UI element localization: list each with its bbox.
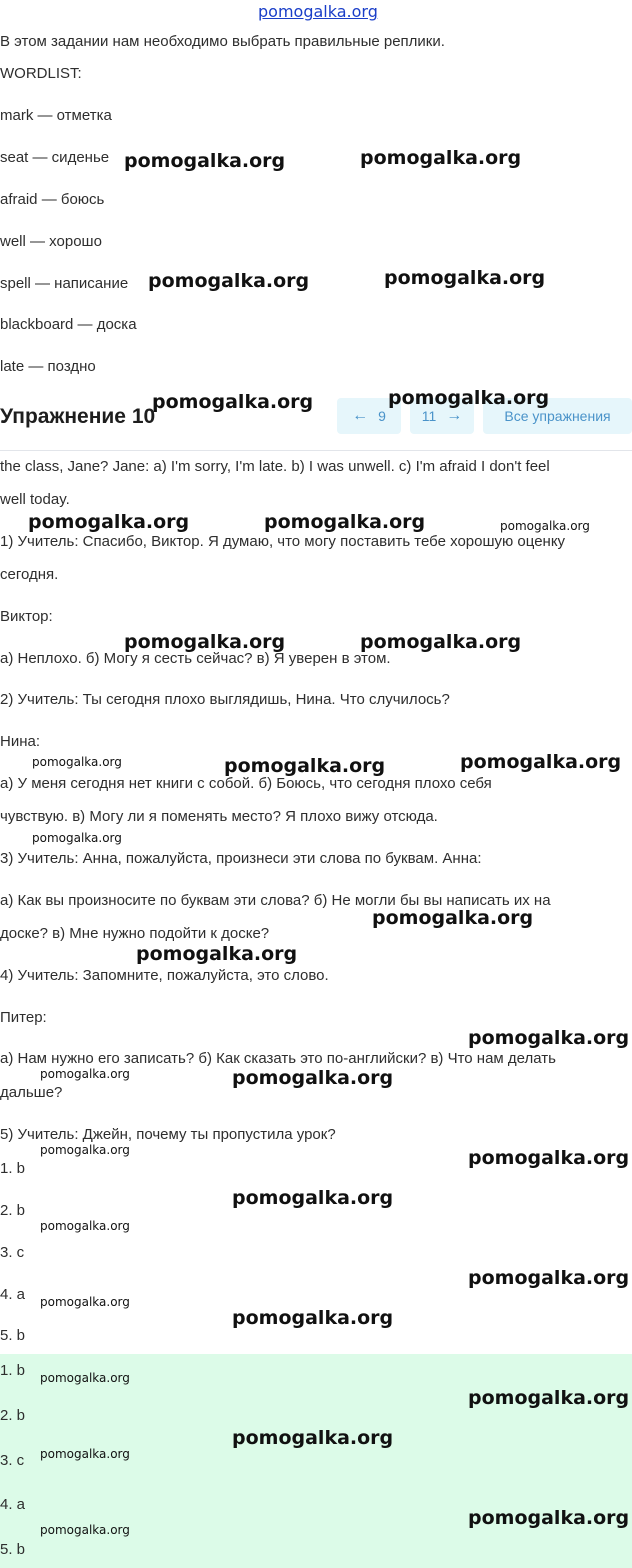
watermark: pomogalka.org	[232, 1067, 394, 1089]
watermark: pomogalka.org	[388, 387, 550, 409]
watermark: pomogalka.org	[372, 907, 534, 929]
content-line: 5) Учитель: Джейн, почему ты пропустила урок?	[0, 1126, 336, 1143]
content-line: чувствую. в) Могу ли я поменять место? Я плохо вижу отсюда.	[0, 808, 438, 825]
watermark: pomogalka.org	[28, 511, 190, 533]
intro-text: В этом задании нам необходимо выбрать правильные реплики.	[0, 33, 445, 50]
watermark: pomogalka.org	[148, 270, 310, 292]
wordlist-item: mark — отметка	[0, 107, 112, 124]
content-line: Питер:	[0, 1009, 47, 1026]
highlighted-answer-item: 5. b	[0, 1541, 26, 1558]
content-line: Нина:	[0, 733, 41, 750]
watermark: pomogalka.org	[124, 150, 286, 172]
wordlist-item: afraid — боюсь	[0, 191, 105, 208]
site-link[interactable]: pomogalka.org	[258, 2, 378, 21]
watermark: pomogalka.org	[468, 1387, 630, 1409]
content-line: а) Неплохо. б) Могу я сесть сейчас? в) Я уверен в этом.	[0, 650, 391, 667]
next-exercise-label: 11	[421, 408, 437, 424]
arrow-right-icon: →	[446, 407, 463, 424]
watermark: pomogalka.org	[124, 631, 286, 653]
content-line: well today.	[0, 491, 70, 508]
watermark: pomogalka.org	[232, 1187, 394, 1209]
content-line: 1) Учитель: Спасибо, Виктор. Я думаю, что могу поставить тебе хорошую оценку	[0, 533, 566, 550]
watermark: pomogalka.org	[136, 943, 298, 965]
arrow-left-icon: ←	[352, 407, 369, 424]
wordlist-item: well — хорошо	[0, 233, 102, 250]
watermark: pomogalka.org	[152, 391, 314, 413]
watermark: pomogalka.org	[500, 519, 590, 533]
wordlist-item: seat — сиденье	[0, 149, 110, 166]
content-line: сегодня.	[0, 566, 59, 583]
answer-item: 2. b	[0, 1202, 26, 1219]
watermark: pomogalka.org	[40, 1295, 130, 1309]
watermark: pomogalka.org	[40, 1219, 130, 1233]
divider	[0, 450, 632, 451]
watermark: pomogalka.org	[360, 631, 522, 653]
watermark: pomogalka.org	[232, 1307, 394, 1329]
watermark: pomogalka.org	[32, 755, 122, 769]
answer-item: 4. a	[0, 1286, 26, 1303]
answer-item: 3. c	[0, 1244, 25, 1261]
watermark: pomogalka.org	[32, 831, 122, 845]
answer-item: 5. b	[0, 1327, 26, 1344]
all-exercises-label: Все упражнения	[504, 408, 611, 424]
wordlist-item: late — поздно	[0, 358, 96, 375]
content-line: 4) Учитель: Запомните, пожалуйста, это слово.	[0, 967, 329, 984]
watermark: pomogalka.org	[264, 511, 426, 533]
content-line: the class, Jane? Jane: a) I'm sorry, I'm late. b) I was unwell. c) I'm afraid I don't feel	[0, 458, 550, 475]
watermark: pomogalka.org	[460, 751, 622, 773]
watermark: pomogalka.org	[40, 1371, 130, 1385]
wordlist-heading: WORDLIST:	[0, 65, 82, 82]
watermark: pomogalka.org	[360, 147, 522, 169]
content-line: а) У меня сегодня нет книги с собой. б) Боюсь, что сегодня плохо себя	[0, 775, 492, 792]
watermark: pomogalka.org	[40, 1447, 130, 1461]
highlighted-answer-item: 3. c	[0, 1452, 25, 1469]
content-line: 2) Учитель: Ты сегодня плохо выглядишь, Нина. Что случилось?	[0, 691, 450, 708]
content-line: а) Как вы произносите по буквам эти слова? б) Не могли бы вы написать их на	[0, 892, 551, 909]
watermark: pomogalka.org	[468, 1027, 630, 1049]
content-line: Виктор:	[0, 608, 53, 625]
watermark: pomogalka.org	[468, 1147, 630, 1169]
content-line: дальше?	[0, 1084, 63, 1101]
wordlist-item: blackboard — доска	[0, 316, 137, 333]
watermark: pomogalka.org	[40, 1523, 130, 1537]
watermark: pomogalka.org	[40, 1067, 130, 1081]
watermark: pomogalka.org	[468, 1507, 630, 1529]
answer-item: 1. b	[0, 1160, 26, 1177]
prev-exercise-label: 9	[378, 408, 386, 424]
content-line: а) Нам нужно его записать? б) Как сказать это по-английски? в) Что нам делать	[0, 1050, 556, 1067]
highlighted-answer-item: 1. b	[0, 1362, 26, 1379]
watermark: pomogalka.org	[232, 1427, 394, 1449]
wordlist-item: spell — написание	[0, 275, 129, 292]
content-line: 3) Учитель: Анна, пожалуйста, произнеси эти слова по буквам. Анна:	[0, 850, 482, 867]
watermark: pomogalka.org	[384, 267, 546, 289]
watermark: pomogalka.org	[224, 755, 386, 777]
highlighted-answer-item: 4. a	[0, 1496, 26, 1513]
exercise-title: Упражнение 10	[0, 405, 156, 428]
watermark: pomogalka.org	[468, 1267, 630, 1289]
watermark: pomogalka.org	[40, 1143, 130, 1157]
highlighted-answer-item: 2. b	[0, 1407, 26, 1424]
content-line: доске? в) Мне нужно подойти к доске?	[0, 925, 270, 942]
